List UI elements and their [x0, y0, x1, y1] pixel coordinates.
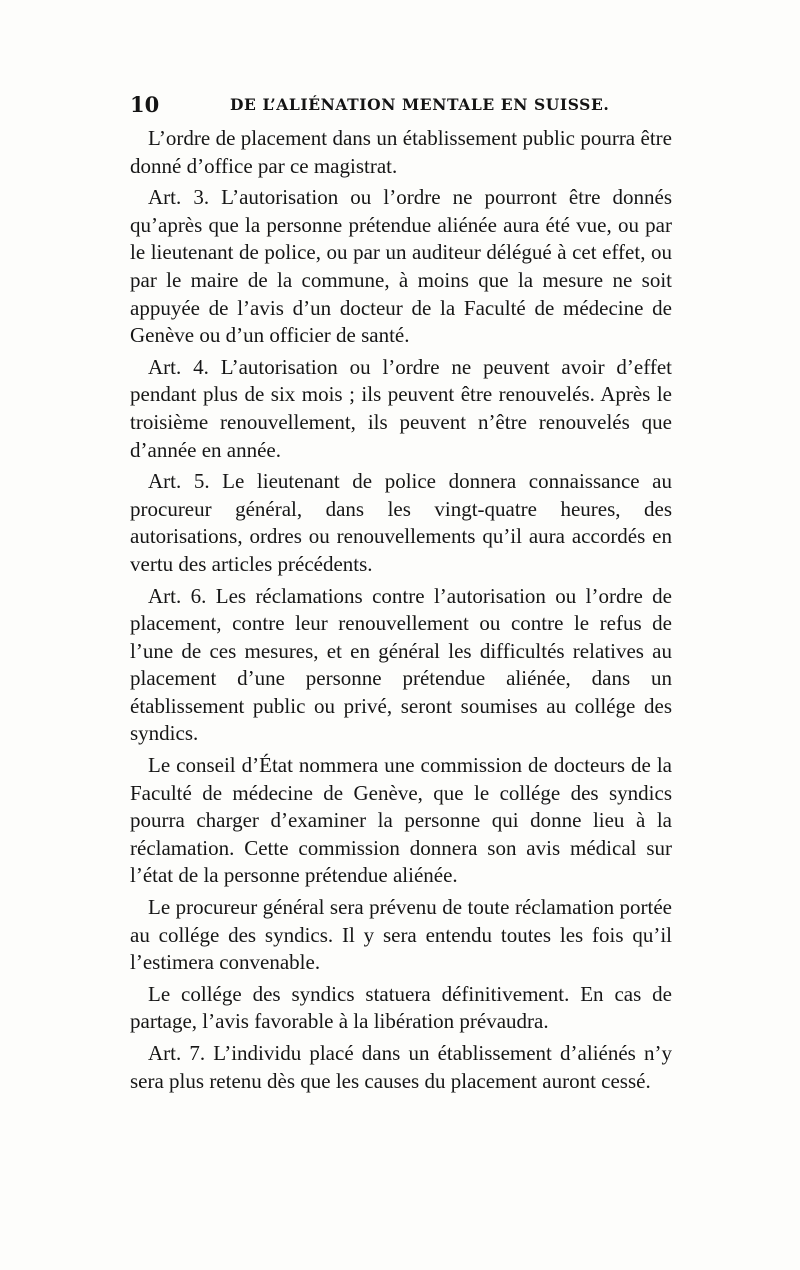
body-text — [130, 125, 672, 1099]
paragraph-article-7: Art. 7. L’individu placé dans un établissement d’aliénés n’y sera plus retenu dès que les causes du placement auront cessé. — [130, 1041, 672, 1093]
paragraph-commission: Le conseil d’État nommera une commission de docteurs de la Faculté de médecine de Genève, que le collége des syndics pourra charger d’examiner la personne qui donne lieu à la réclamation. Cette commission donnera son avis médical sur l’état de la personne prétendue aliénée. — [130, 753, 672, 888]
paragraph-college-decision: Le collége des syndics statuera définitivement. En cas de partage, l’avis favorable à la libération prévaudra. — [130, 981, 672, 1034]
running-title: DE L’ALIÉNATION MENTALE EN SUISSE. — [230, 95, 610, 114]
paragraph-placement-order: L’ordre de placement dans un établissement public pourra être donné d’office par ce magistrat. — [130, 126, 672, 178]
paragraph-article-5: Art. 5. Le lieutenant de police donnera connaissance au procureur général, dans les vingt-quatre heures, des autorisations, ordres ou renouvellements qu’il aura accordés en vertu des articles précédents. — [130, 469, 672, 576]
page-header — [130, 92, 670, 120]
paragraph-procureur: Le procureur général sera prévenu de toute réclamation portée au collége des syndics. Il y sera entendu toutes les fois qu’il l’estimera convenable. — [130, 895, 672, 975]
page-number: 10 — [130, 92, 160, 117]
paragraph-article-3: Art. 3. L’autorisation ou l’ordre ne pourront être donnés qu’après que la personne prétendue aliénée aura été vue, ou par le lieutenant de police, ou par un auditeur délégué à cet effet, ou par le maire de la commune, à moins que la mesure ne soit appuyée de l’avis d’un docteur de la Faculté de médecine de Genève ou d’un officier de santé. — [130, 185, 672, 348]
paragraph-article-6: Art. 6. Les réclamations contre l’autorisation ou l’ordre de placement, contre leur renouvellement ou contre le refus de l’une de ces mesures, et en général les difficultés relatives au placement d’une personne prétendue aliénée, dans un établissement public ou privé, seront soumises au collége des syndics. — [130, 583, 672, 746]
paragraph-article-4: Art. 4. L’autorisation ou l’ordre ne peuvent avoir d’effet pendant plus de six mois ; ils peuvent être renouvelés. Après le troisième renouvellement, ils peuvent n’être renouvelés que d’année en année. — [130, 354, 672, 462]
